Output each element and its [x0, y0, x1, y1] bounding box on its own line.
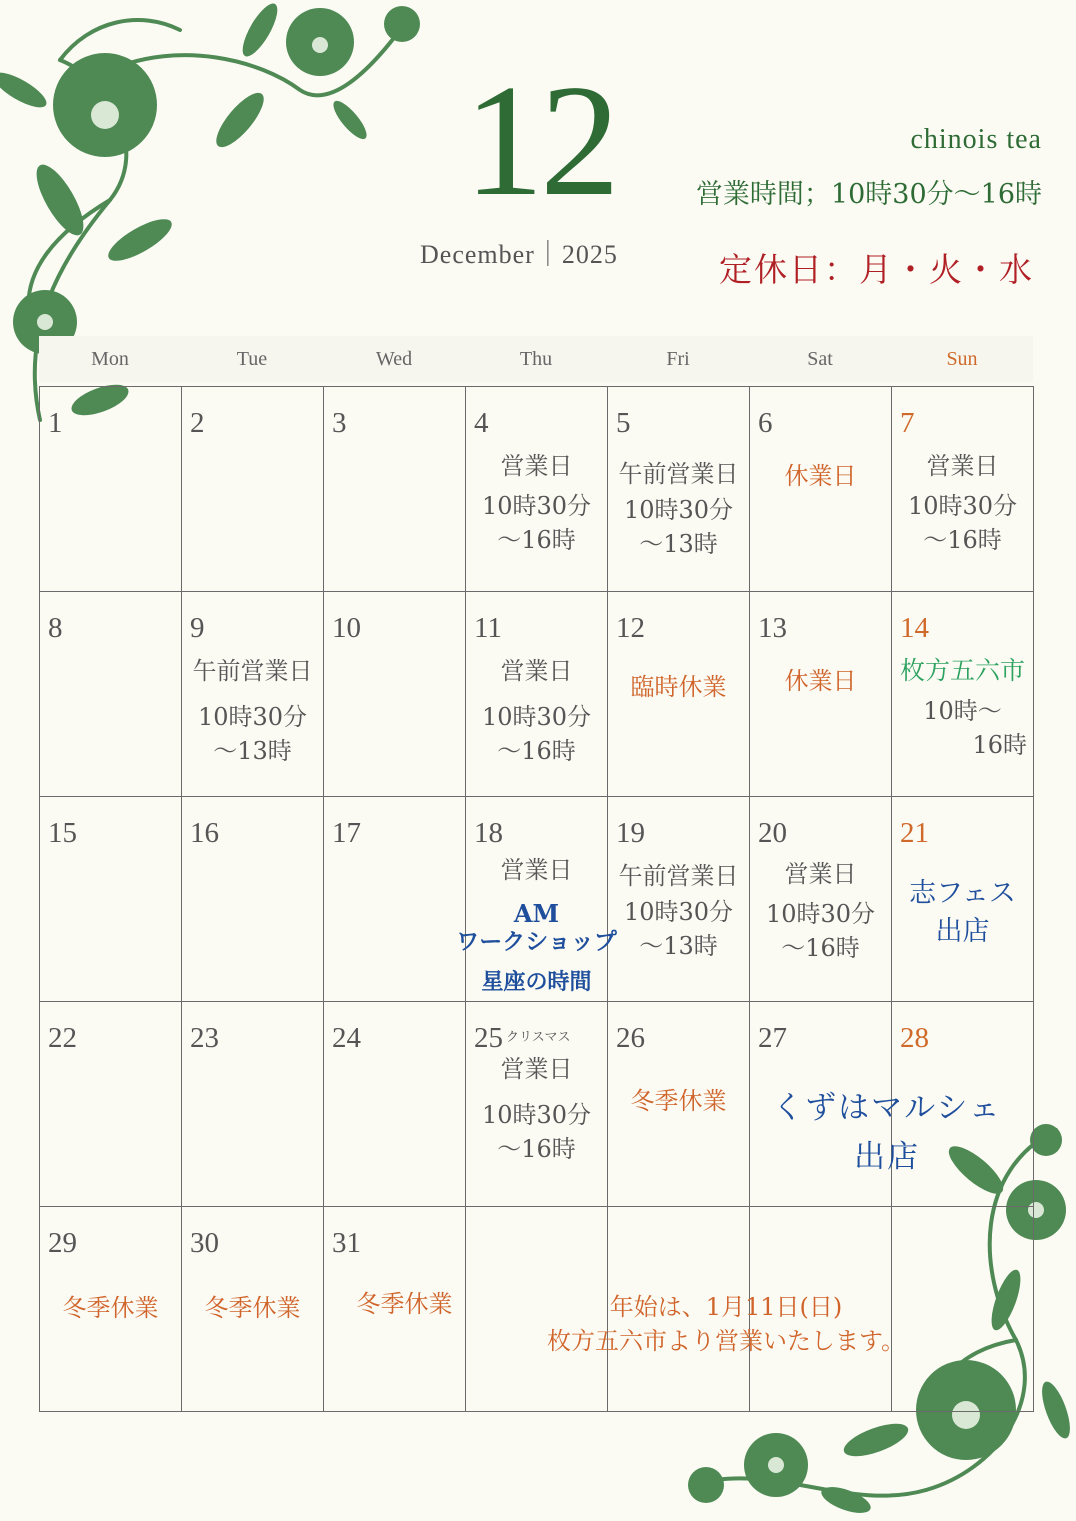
day-number: 4	[474, 407, 489, 439]
day-number: 13	[758, 612, 787, 644]
day-cell	[456, 797, 617, 1002]
day-cell	[324, 1207, 466, 1412]
day-number: 27	[758, 1022, 787, 1054]
day-cell	[466, 592, 608, 797]
kuzuha-marche-event	[752, 1082, 1022, 1176]
day-hours: ～16時	[781, 934, 860, 962]
day-number: 2	[190, 407, 205, 439]
day-hours: 10時30分	[907, 492, 1018, 520]
weekday-mon: Mon	[91, 348, 129, 370]
weekday-fri: Fri	[666, 348, 690, 370]
day-number: 10	[332, 612, 361, 644]
day-number: 6	[758, 407, 773, 439]
day-number: 15	[48, 817, 77, 849]
day-status: 冬季休業	[630, 1087, 727, 1115]
calendar-grid	[39, 386, 1034, 1412]
calendar-week	[40, 797, 1034, 1002]
day-cell	[40, 387, 182, 592]
day-hours: ～16時	[923, 526, 1002, 554]
day-status: 午前営業日	[618, 460, 739, 488]
day-cell	[324, 1002, 466, 1207]
day-hours: 10時30分	[623, 496, 734, 524]
day-cell	[608, 592, 750, 797]
day-hours: ～16時	[497, 526, 576, 554]
day-number: 26	[616, 1022, 645, 1054]
day-cell	[892, 797, 1034, 1002]
day-cell	[324, 592, 466, 797]
event-name: 志フェス	[909, 878, 1016, 909]
day-cell	[182, 1207, 324, 1412]
business-hours: 営業時間；10時30分～16時	[695, 179, 1042, 210]
day-hours: 10時30分	[765, 900, 876, 928]
day-number-value: 25	[474, 1022, 503, 1054]
day-hours: ～13時	[639, 932, 718, 960]
day-number: 17	[332, 817, 361, 849]
christmas-note: クリスマス	[506, 1029, 571, 1044]
day-hours: ～13時	[639, 530, 718, 558]
day-cell	[466, 1002, 608, 1207]
day-cell	[40, 592, 182, 797]
shop-name: chinois tea	[910, 124, 1042, 155]
day-status: 営業日	[500, 452, 573, 480]
day-hours: 10時30分	[481, 1101, 592, 1129]
day-cell	[608, 387, 750, 592]
calendar-week	[40, 387, 1034, 592]
day-status: 休業日	[784, 462, 857, 490]
weekday-sat: Sat	[807, 348, 833, 370]
day-cell	[750, 797, 892, 1002]
day-number: 28	[900, 1022, 929, 1054]
day-number: 16	[190, 817, 219, 849]
day-hours: 10時30分	[197, 703, 308, 731]
day-status: 冬季休業	[204, 1294, 301, 1322]
day-status: 営業日	[500, 856, 573, 884]
month-number: 12	[464, 51, 616, 229]
day-cell	[40, 1002, 182, 1207]
event-status: 出店	[935, 916, 990, 947]
day-cell	[182, 592, 324, 797]
weekday-thu: Thu	[519, 348, 553, 370]
day-number: 12	[616, 612, 645, 644]
day-number: 3	[332, 407, 347, 439]
day-hours: 10時30分	[623, 898, 734, 926]
day-cell	[182, 387, 324, 592]
day-status: 午前営業日	[618, 862, 739, 890]
day-number: 5	[616, 407, 631, 439]
weekday-wed: Wed	[375, 348, 413, 370]
day-cell	[608, 797, 750, 1002]
day-status: 営業日	[926, 452, 999, 480]
day-hours: 10時～	[923, 697, 1002, 725]
day-cell	[750, 387, 892, 592]
day-number: 31	[332, 1227, 361, 1259]
day-number: 9	[190, 612, 205, 644]
event-name: 枚方五六市	[899, 656, 1025, 685]
day-number: 11	[474, 612, 502, 644]
day-number: 29	[48, 1227, 77, 1259]
day-hours: 10時30分	[481, 703, 592, 731]
workshop-label: AM	[513, 899, 560, 928]
day-cell	[892, 387, 1034, 592]
new-year-date: 年始は、1月11日(日)	[609, 1293, 843, 1321]
day-status: 休業日	[784, 667, 857, 695]
day-number: 23	[190, 1022, 219, 1054]
day-hours: 10時30分	[481, 492, 592, 520]
day-number: 7	[900, 407, 915, 439]
day-status: 営業日	[500, 657, 573, 685]
day-cell	[182, 797, 324, 1002]
day-number: 24	[332, 1022, 361, 1054]
day-cell	[324, 797, 466, 1002]
day-number: 18	[474, 817, 503, 849]
workshop-label: ワークショップ	[456, 928, 617, 955]
workshop-title: 星座の時間	[481, 969, 592, 995]
day-number	[474, 1022, 570, 1055]
day-number: 22	[48, 1022, 77, 1054]
event-status: 出店	[854, 1139, 920, 1175]
weekday-tue: Tue	[236, 348, 268, 370]
day-cell	[40, 797, 182, 1002]
regular-closed-days: 定休日：月・火・水	[719, 250, 1034, 289]
day-number: 21	[900, 817, 929, 849]
day-number: 30	[190, 1227, 219, 1259]
day-status: 冬季休業	[356, 1290, 453, 1318]
day-number: 14	[900, 612, 929, 644]
day-cell	[750, 592, 892, 797]
day-cell	[608, 1002, 750, 1207]
day-hours: ～16時	[497, 1135, 576, 1163]
day-cell	[182, 1002, 324, 1207]
new-year-message: 枚方五六市より営業いたします。	[546, 1327, 906, 1355]
weekday-header	[39, 336, 1033, 382]
day-hours: 16時	[972, 731, 1027, 759]
day-cell	[892, 592, 1034, 797]
day-hours: ～16時	[497, 737, 576, 765]
day-status: 午前営業日	[192, 657, 313, 685]
calendar-week	[40, 592, 1034, 797]
day-number: 20	[758, 817, 787, 849]
new-year-notice	[466, 1290, 986, 1358]
day-status: 臨時休業	[630, 673, 727, 701]
day-status: 営業日	[500, 1055, 573, 1083]
day-cell	[466, 387, 608, 592]
event-name: くずはマルシェ	[772, 1090, 1002, 1126]
day-number: 19	[616, 817, 645, 849]
day-status: 冬季休業	[62, 1294, 159, 1322]
day-cell	[324, 387, 466, 592]
month-subtitle: December｜2025	[420, 240, 618, 269]
weekday-sun: Sun	[946, 348, 978, 370]
day-hours: ～13時	[213, 737, 292, 765]
day-number: 8	[48, 612, 63, 644]
day-status: 営業日	[784, 860, 857, 888]
day-cell	[40, 1207, 182, 1412]
day-number: 1	[48, 407, 63, 439]
